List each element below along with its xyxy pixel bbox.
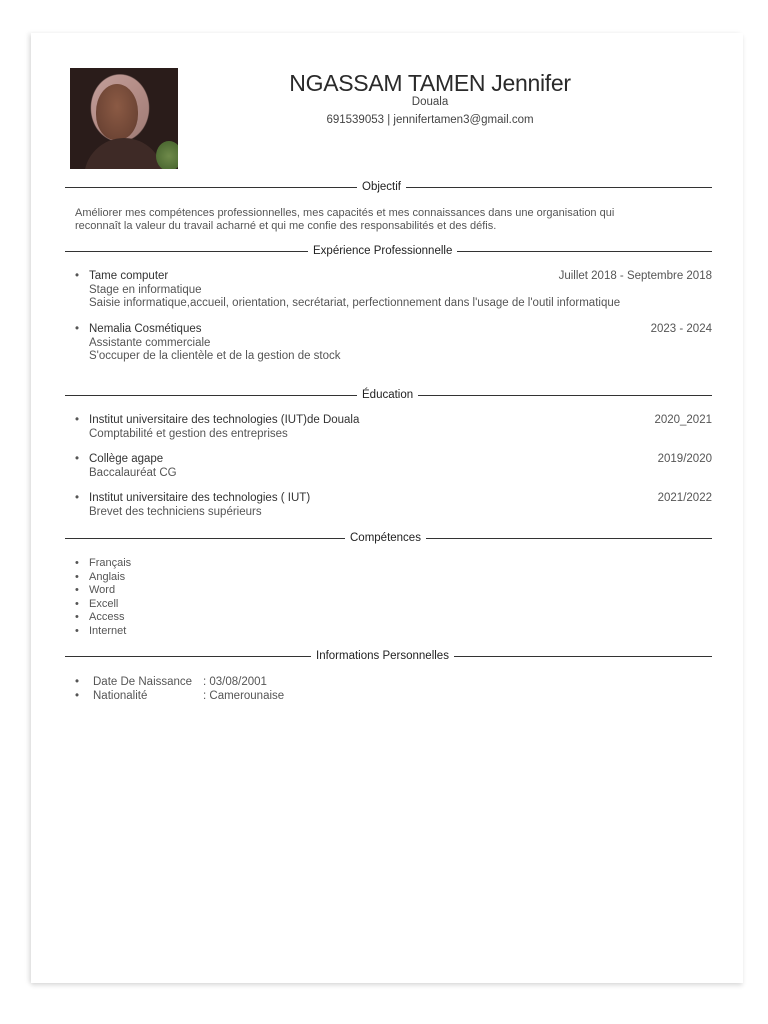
section-title: Compétences: [350, 532, 421, 544]
experience-desc: S'occuper de la clientèle et de la gestion de stock: [89, 350, 341, 362]
education-degree: Comptabilité et gestion des entreprises: [89, 427, 288, 440]
education-school: Institut universitaire des technologies (IUT)de Douala: [89, 414, 360, 426]
candidate-contact: 691539053 | jennifertamen3@gmail.com: [326, 114, 534, 126]
section-skills: [65, 530, 712, 546]
education-school: Collège agape: [89, 453, 164, 465]
list-item: • Nationalité : Camerounaise: [75, 689, 285, 702]
experience-desc: Saisie informatique,accueil, orientation, secrétariat, perfectionnement dans l'usage de l'outil informatique: [89, 297, 621, 309]
skills-list: [75, 557, 375, 638]
experience-role: Assistante commerciale: [89, 336, 211, 349]
education-item: • Institut universitaire des technologies ( IUT) 2021/2022 Brevet des techniciens supérieurs: [75, 492, 712, 518]
list-item: • Access: [75, 611, 125, 623]
experience-role: Stage en informatique: [89, 283, 202, 296]
personal-info: [75, 676, 284, 703]
section-experience: [65, 243, 712, 259]
section-title: Informations Personnelles: [316, 650, 449, 662]
section-personal: [65, 648, 712, 664]
section-title: Expérience Professionnelle: [313, 245, 453, 257]
education-degree: Baccalauréat CG: [89, 466, 177, 479]
objective-text: Améliorer mes compétences professionnelles, mes capacités et mes connaissances dans une organisation qui reconnaît la valeur du travail acharné et qui me confie des responsabilités et des défis.: [75, 207, 615, 232]
list-item: • Anglais: [75, 570, 126, 583]
list-item: • Excell: [75, 597, 119, 610]
list-item: • Internet: [75, 624, 127, 637]
experience-company: Tame computer: [89, 270, 169, 282]
education-degree: Brevet des techniciens supérieurs: [89, 505, 262, 518]
education-dates: 2019/2020: [657, 453, 712, 465]
education-dates: 2020_2021: [654, 414, 712, 426]
candidate-city: Douala: [411, 96, 449, 108]
experience-item: • Nemalia Cosmétiques 2023 - 2024 Assistante commerciale S'occuper de la clientèle et de la gestion de stock: [75, 323, 712, 362]
list-item: • Word: [75, 584, 116, 596]
education-dates: 2021/2022: [657, 492, 712, 504]
section-objective: [65, 179, 712, 195]
section-education: [65, 387, 712, 403]
candidate-name: NGASSAM TAMEN Jennifer: [289, 70, 571, 96]
profile-photo: [70, 68, 178, 169]
section-title: Objectif: [362, 181, 401, 193]
experience-company: Nemalia Cosmétiques: [89, 323, 202, 335]
education-item: • Collège agape 2019/2020 Baccalauréat CG: [75, 453, 712, 479]
list-item: • Date De Naissance : 03/08/2001: [75, 676, 267, 688]
section-title: Éducation: [362, 389, 414, 401]
experience-dates: Juillet 2018 - Septembre 2018: [558, 270, 712, 282]
list-item: • Français: [75, 557, 132, 569]
experience-dates: 2023 - 2024: [650, 323, 712, 335]
education-school: Institut universitaire des technologies ( IUT): [89, 492, 311, 504]
education-item: • Institut universitaire des technologies (IUT)de Douala 2020_2021 Comptabilité et gestion des entreprises: [75, 414, 712, 440]
experience-item: • Tame computer Juillet 2018 - Septembre 2018 Stage en informatique Saisie informatique,accueil, orientation, secrétariat, perfectionnement dans l'usage de l'outil informatique: [75, 270, 712, 309]
